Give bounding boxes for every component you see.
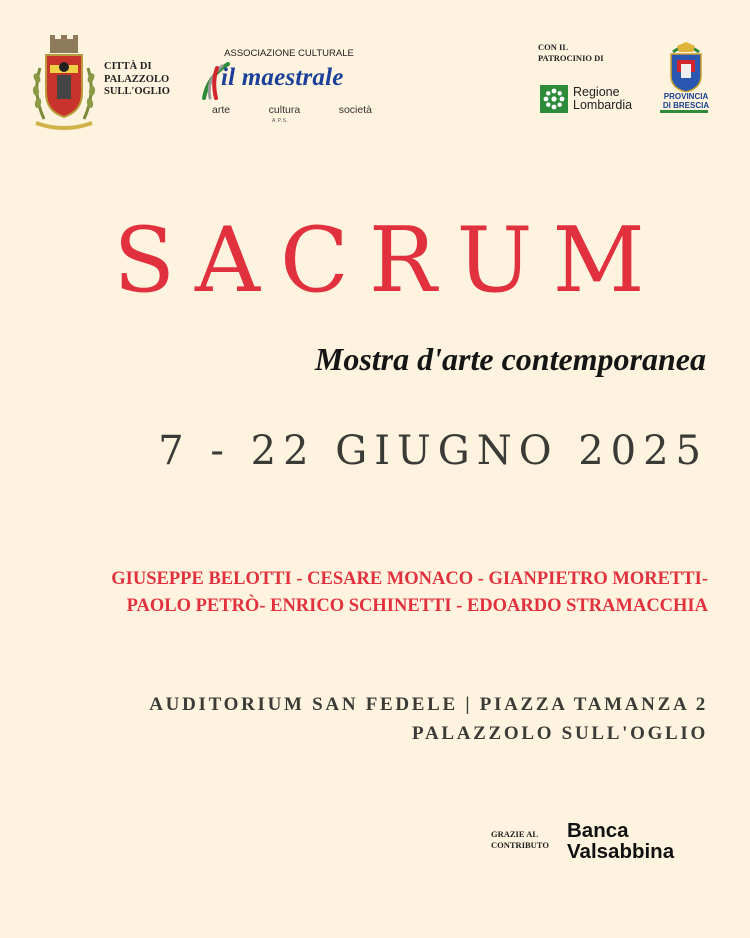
city-name — [104, 61, 170, 99]
provincia-brescia-line: PROVINCIA — [663, 92, 709, 101]
sponsor-bank-line: Banca — [567, 819, 629, 842]
venue-line: PALAZZOLO SULL'OGLIO — [412, 723, 708, 744]
provincia-brescia-crest-icon — [663, 42, 709, 92]
association-tags — [212, 104, 372, 116]
sponsor-label — [491, 829, 549, 851]
city-name-line: CITTÀ DI — [104, 61, 152, 72]
provincia-brescia-underline — [660, 110, 708, 113]
association-heading: ASSOCIAZIONE CULTURALE — [224, 48, 354, 59]
event-title: SACRUM — [113, 208, 665, 313]
city-name-line: SULL'OGLIO — [104, 86, 170, 97]
venue-line: AUDITORIUM SAN FEDELE | PIAZZA TAMANZA 2 — [149, 694, 708, 715]
regione-lombardia-icon — [540, 85, 568, 113]
association-tag: cultura — [268, 104, 301, 116]
sponsor-label-line: CONTRIBUTO — [491, 840, 549, 850]
event-subtitle: Mostra d'arte contemporanea — [314, 341, 706, 377]
city-crest-icon — [30, 33, 98, 133]
artists-line: GIUSEPPE BELOTTI - CESARE MONACO - GIANPIETRO MORETTI- — [111, 569, 708, 589]
provincia-brescia-line: DI BRESCIA — [662, 101, 710, 110]
association-tag: società — [338, 104, 372, 116]
sponsor-bank-logo — [567, 820, 674, 862]
regione-lombardia-line: Regione — [573, 85, 620, 99]
patronage-label — [538, 42, 604, 64]
event-dates: 7 - 22 GIUGNO 2025 — [158, 428, 708, 474]
regione-lombardia-name — [573, 86, 632, 111]
regione-lombardia-line: Lombardia — [573, 97, 633, 112]
artists-line: PAOLO PETRÒ- ENRICO SCHINETTI - EDOARDO STRAMACCHIA — [126, 596, 708, 616]
patronage-line: PATROCINIO DI — [538, 53, 604, 63]
patronage-line: CON IL — [538, 42, 568, 52]
city-name-line: PALAZZOLO — [104, 73, 170, 85]
sponsor-label-line: GRAZIE AL — [491, 829, 538, 839]
sponsor-bank-line: Valsabbina — [567, 840, 675, 863]
association-name: il maestrale — [221, 64, 344, 91]
artists-list — [111, 566, 708, 620]
provincia-brescia-name — [656, 92, 716, 110]
association-aps: A.P.S. — [272, 118, 289, 124]
venue-address — [149, 690, 708, 748]
association-tag: arte — [212, 104, 231, 116]
